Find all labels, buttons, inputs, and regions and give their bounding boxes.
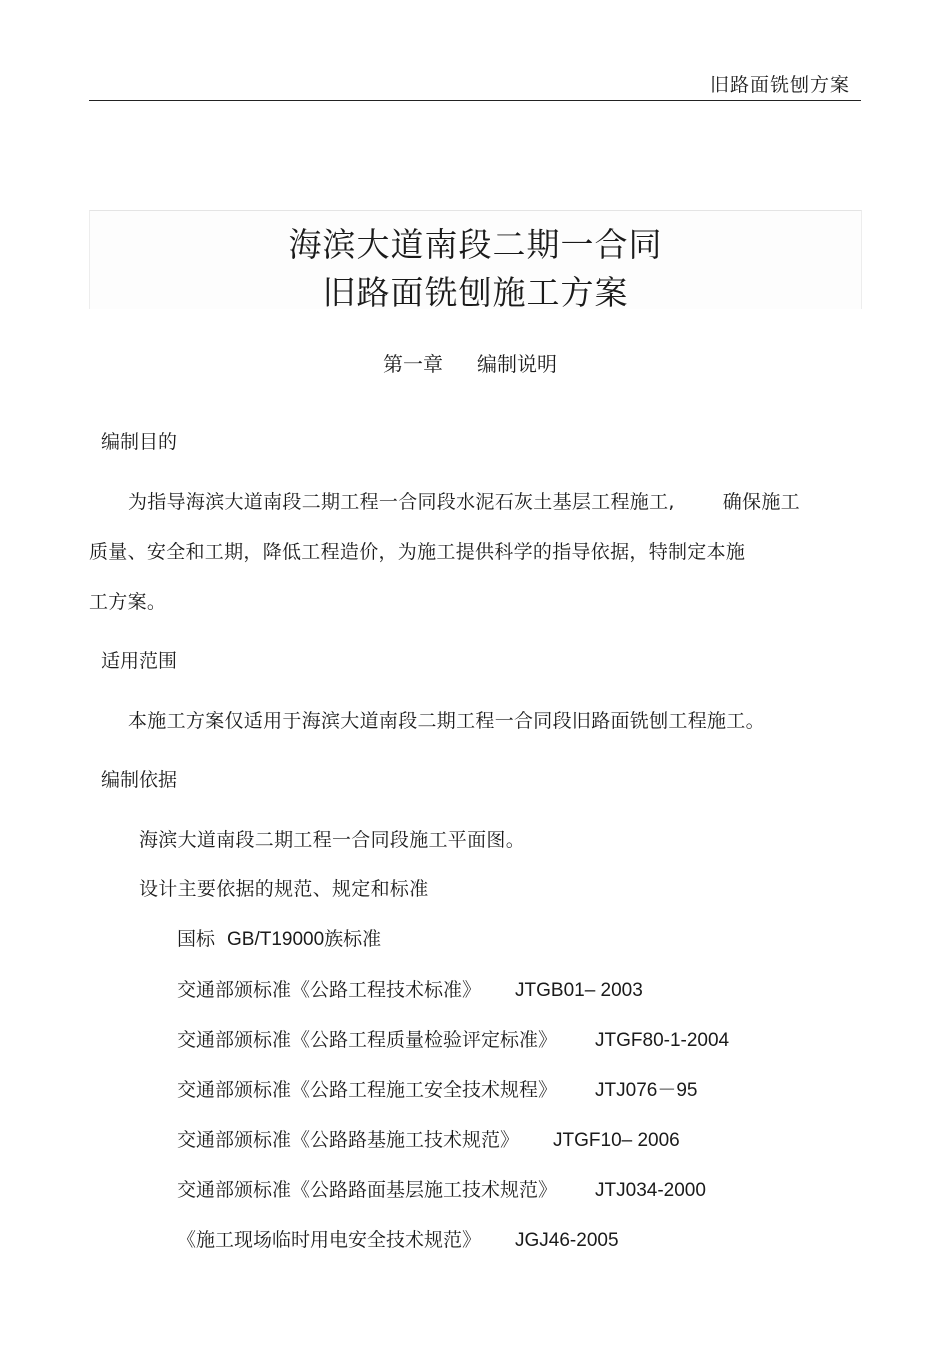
standard-item: [177, 924, 381, 951]
standard-code: JTJ034-2000: [595, 1180, 706, 1201]
standard-code: JTGF10– 2006: [553, 1130, 680, 1151]
standard-code: JGJ46-2005: [515, 1230, 619, 1251]
standard-item: [177, 1075, 697, 1102]
section-heading-purpose: 编制目的: [101, 431, 178, 453]
chapter-number: 第一章: [383, 352, 443, 376]
standard-item: [177, 1225, 619, 1252]
basis-item-site-plan: 海滨大道南段二期工程一合同段施工平面图。: [139, 829, 526, 851]
standard-code: GB/T19000族标准: [227, 929, 382, 950]
purpose-paragraph-line-2: 质量、安全和工期，降低工程造价，为施工提供科学的指导依据，特制定本施: [89, 541, 746, 563]
standard-name: 交通部颁标准《公路工程技术标准》: [177, 979, 482, 1001]
section-heading-scope: 适用范围: [101, 650, 178, 672]
section-heading-basis: 编制依据: [101, 769, 178, 791]
running-header: 旧路面铣刨方案: [709, 74, 850, 96]
document-title-line-1: 海滨大道南段二期一合同: [288, 225, 663, 264]
purpose-line-1-tail: 确保施工: [722, 491, 800, 513]
standard-name: 《施工现场临时用电安全技术规范》: [177, 1229, 482, 1251]
standard-item: [177, 1125, 680, 1152]
purpose-line-1-text: 为指导海滨大道南段二期工程一合同段水泥石灰土基层工程施工,: [128, 491, 675, 513]
chapter-heading: [0, 348, 940, 377]
standard-code: JTJ076－95: [595, 1080, 698, 1101]
title-box: [89, 210, 862, 312]
purpose-paragraph-line-1: [128, 487, 800, 514]
document-title-line-2: 旧路面铣刨施工方案: [322, 273, 629, 312]
standard-item: [177, 975, 643, 1002]
chapter-name: 编制说明: [477, 352, 557, 376]
standard-name: 国标: [177, 928, 216, 950]
standard-item: [177, 1025, 729, 1052]
scope-paragraph: 本施工方案仅适用于海滨大道南段二期工程一合同段旧路面铣刨工程施工。: [128, 710, 765, 732]
standard-item: [177, 1175, 706, 1202]
standard-name: 交通部颁标准《公路路基施工技术规范》: [177, 1129, 520, 1151]
standard-code: JTGF80-1-2004: [595, 1030, 730, 1051]
basis-item-standards-intro: 设计主要依据的规范、规定和标准: [139, 878, 429, 900]
header-rule: [89, 100, 861, 101]
standard-code: JTGB01– 2003: [515, 980, 643, 1001]
standard-name: 交通部颁标准《公路工程施工安全技术规程》: [177, 1079, 558, 1101]
standard-name: 交通部颁标准《公路工程质量检验评定标准》: [177, 1029, 558, 1051]
purpose-paragraph-line-3: 工方案。: [89, 591, 167, 613]
standard-name: 交通部颁标准《公路路面基层施工技术规范》: [177, 1179, 558, 1201]
